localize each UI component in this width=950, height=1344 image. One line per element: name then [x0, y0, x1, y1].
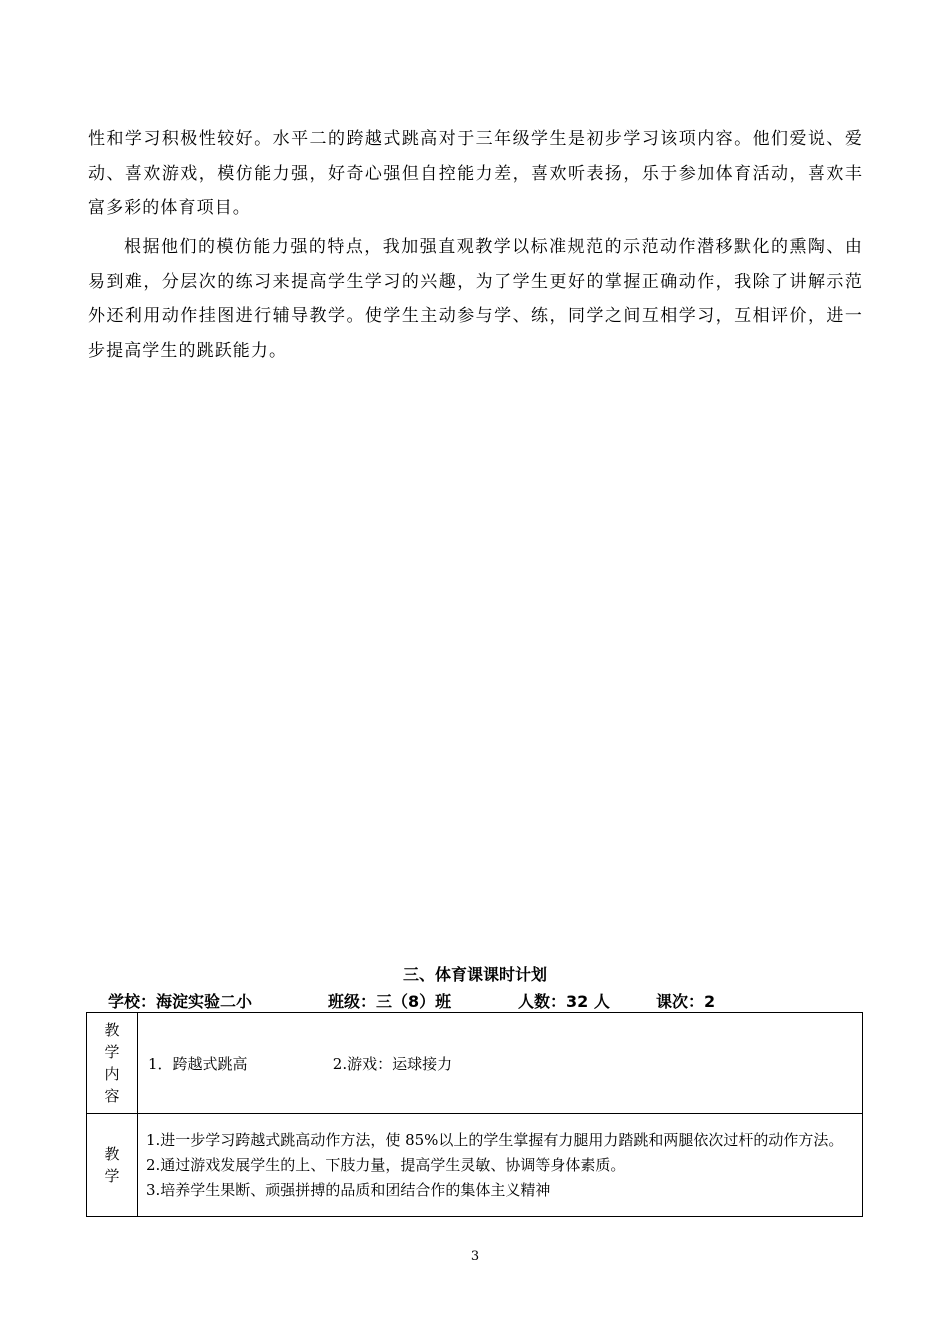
- goals-label-cell: [87, 1114, 138, 1217]
- lesson-plan-table: [86, 1012, 863, 1217]
- student-count-field: 人数：32 人: [518, 992, 610, 1011]
- school-field: 学校：海淀实验二小: [108, 992, 253, 1011]
- label-char: 教: [104, 1145, 120, 1163]
- table-row: [87, 1114, 863, 1217]
- goals-cell: [138, 1114, 863, 1217]
- body-paragraph-2: 根据他们的模仿能力强的特点，我加强直观教学以标准规范的示范动作潜移默化的熏陶、由易到难，分层次的练习来提高学生学习的兴趣，为了学生更好的掌握正确动作，我除了讲解示范外还利用动作挂图进行辅导教学。使学生主动参与学、练，同学之间互相学习，互相评价，进一步提高学生的跳跃能力。: [88, 237, 863, 361]
- label-char: 学: [104, 1043, 120, 1061]
- label-char: 教: [104, 1021, 120, 1039]
- goal-item-3: 3.培养学生果断、顽强拼搏的品质和团结合作的集体主义精神: [146, 1180, 551, 1199]
- content-cell: [138, 1013, 863, 1114]
- section-title: 三、体育课课时计划: [402, 965, 547, 984]
- body-paragraph-1: 性和学习积极性较好。水平二的跨越式跳高对于三年级学生是初步学习该项内容。他们爱说、爱动、喜欢游戏，模仿能力强，好奇心强但自控能力差，喜欢听表扬，乐于参加体育活动，喜欢丰富多彩的体育项目。: [88, 129, 863, 218]
- content-item-2: 2.游戏：运球接力: [332, 1054, 453, 1073]
- lesson-number-field: 课次：2: [656, 992, 716, 1011]
- class-field: 班级：三（8）班: [328, 992, 452, 1011]
- page-number: 3: [470, 1249, 480, 1264]
- table-row: [87, 1013, 863, 1114]
- goal-item-1: 1.进一步学习跨越式跳高动作方法，使 85%以上的学生掌握有力腿用力踏跳和两腿依次过杆的动作方法。: [146, 1130, 844, 1149]
- label-char: 学: [104, 1167, 120, 1185]
- label-char: 内: [104, 1065, 120, 1083]
- label-char: 容: [104, 1087, 120, 1105]
- content-label-cell: [87, 1013, 138, 1114]
- goal-item-2: 2.通过游戏发展学生的上、下肢力量，提高学生灵敏、协调等身体素质。: [146, 1155, 626, 1174]
- content-item-1: 1．跨越式跳高: [148, 1054, 248, 1073]
